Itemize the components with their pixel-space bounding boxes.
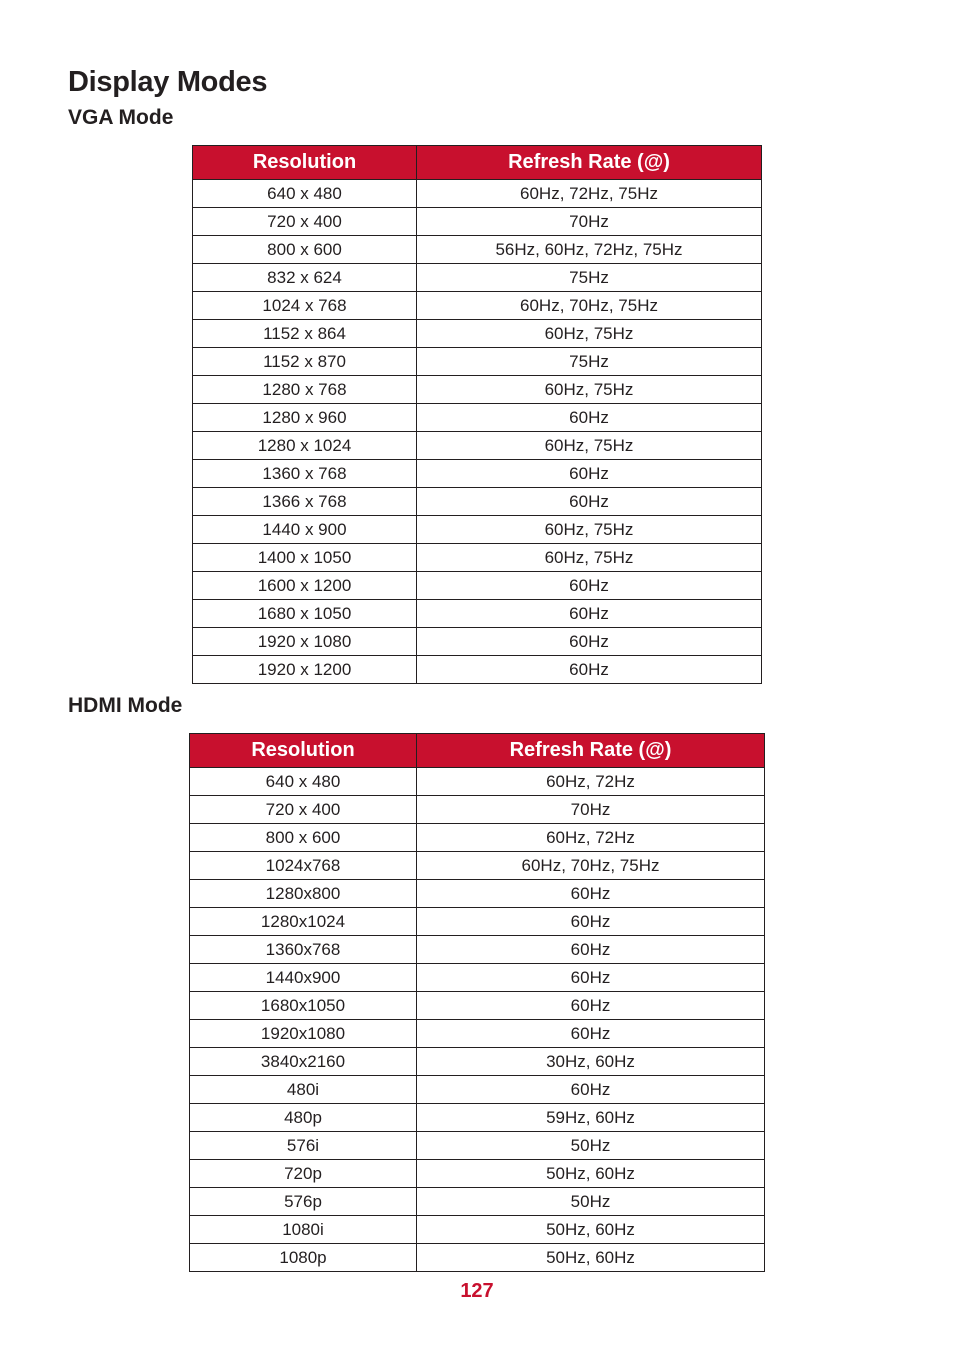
resolution-cell: 480p (190, 1104, 417, 1132)
table-row (193, 264, 762, 292)
refresh-rate-cell: 60Hz (417, 1076, 765, 1104)
table-row (193, 376, 762, 404)
resolution-cell: 1024 x 768 (193, 292, 417, 320)
resolution-cell: 1920 x 1200 (193, 656, 417, 684)
refresh-rate-cell: 60Hz (417, 572, 762, 600)
resolution-cell: 576p (190, 1188, 417, 1216)
resolution-cell: 1360x768 (190, 936, 417, 964)
table-row (193, 208, 762, 236)
table-row (193, 180, 762, 208)
refresh-rate-cell: 75Hz (417, 264, 762, 292)
refresh-rate-cell: 60Hz, 72Hz, 75Hz (417, 180, 762, 208)
resolution-cell: 1680x1050 (190, 992, 417, 1020)
refresh-rate-cell: 60Hz (417, 880, 765, 908)
resolution-cell: 1080p (190, 1244, 417, 1272)
table-header-row (190, 734, 765, 768)
resolution-cell: 1920 x 1080 (193, 628, 417, 656)
refresh-rate-cell: 60Hz, 75Hz (417, 320, 762, 348)
refresh-rate-cell: 60Hz (417, 656, 762, 684)
refresh-rate-cell: 56Hz, 60Hz, 72Hz, 75Hz (417, 236, 762, 264)
resolution-cell: 640 x 480 (190, 768, 417, 796)
refresh-rate-cell: 50Hz (417, 1188, 765, 1216)
table-row (193, 600, 762, 628)
refresh-rate-cell: 60Hz, 72Hz (417, 824, 765, 852)
table-row (190, 824, 765, 852)
table-row (190, 768, 765, 796)
table-row (190, 880, 765, 908)
vga-section-title: VGA Mode (68, 106, 174, 129)
header-refresh-rate: Refresh Rate (@) (417, 146, 762, 180)
table-row (190, 852, 765, 880)
resolution-cell: 1024x768 (190, 852, 417, 880)
hdmi-table-body (190, 768, 765, 1272)
table-row (193, 656, 762, 684)
resolution-cell: 1280 x 768 (193, 376, 417, 404)
refresh-rate-cell: 60Hz (417, 404, 762, 432)
refresh-rate-cell: 50Hz, 60Hz (417, 1216, 765, 1244)
table-row (190, 964, 765, 992)
refresh-rate-cell: 50Hz (417, 1132, 765, 1160)
table-row (193, 432, 762, 460)
refresh-rate-cell: 59Hz, 60Hz (417, 1104, 765, 1132)
refresh-rate-cell: 60Hz, 75Hz (417, 376, 762, 404)
resolution-cell: 800 x 600 (190, 824, 417, 852)
table-row (190, 796, 765, 824)
vga-modes-table (192, 145, 762, 684)
resolution-cell: 3840x2160 (190, 1048, 417, 1076)
refresh-rate-cell: 60Hz (417, 1020, 765, 1048)
resolution-cell: 1400 x 1050 (193, 544, 417, 572)
resolution-cell: 640 x 480 (193, 180, 417, 208)
table-row (190, 1244, 765, 1272)
resolution-cell: 1600 x 1200 (193, 572, 417, 600)
table-row (193, 404, 762, 432)
refresh-rate-cell: 70Hz (417, 208, 762, 236)
refresh-rate-cell: 60Hz (417, 600, 762, 628)
resolution-cell: 1152 x 864 (193, 320, 417, 348)
hdmi-section-title: HDMI Mode (68, 694, 183, 717)
refresh-rate-cell: 60Hz, 75Hz (417, 516, 762, 544)
table-header-row (193, 146, 762, 180)
refresh-rate-cell: 60Hz (417, 936, 765, 964)
resolution-cell: 1280x1024 (190, 908, 417, 936)
resolution-cell: 1360 x 768 (193, 460, 417, 488)
table-row (190, 1020, 765, 1048)
table-row (190, 1132, 765, 1160)
resolution-cell: 800 x 600 (193, 236, 417, 264)
refresh-rate-cell: 30Hz, 60Hz (417, 1048, 765, 1076)
refresh-rate-cell: 60Hz, 75Hz (417, 544, 762, 572)
table-row (190, 1048, 765, 1076)
table-row (190, 1216, 765, 1244)
resolution-cell: 1280x800 (190, 880, 417, 908)
refresh-rate-cell: 60Hz, 75Hz (417, 432, 762, 460)
table-row (190, 1104, 765, 1132)
refresh-rate-cell: 60Hz (417, 908, 765, 936)
refresh-rate-cell: 60Hz (417, 992, 765, 1020)
resolution-cell: 1440 x 900 (193, 516, 417, 544)
table-row (190, 936, 765, 964)
resolution-cell: 832 x 624 (193, 264, 417, 292)
resolution-cell: 1366 x 768 (193, 488, 417, 516)
refresh-rate-cell: 75Hz (417, 348, 762, 376)
resolution-cell: 720 x 400 (190, 796, 417, 824)
refresh-rate-cell: 60Hz (417, 460, 762, 488)
resolution-cell: 1680 x 1050 (193, 600, 417, 628)
resolution-cell: 1152 x 870 (193, 348, 417, 376)
table-row (193, 572, 762, 600)
resolution-cell: 1440x900 (190, 964, 417, 992)
header-refresh-rate: Refresh Rate (@) (417, 734, 765, 768)
refresh-rate-cell: 50Hz, 60Hz (417, 1244, 765, 1272)
table-row (193, 320, 762, 348)
table-row (190, 992, 765, 1020)
vga-table-body (193, 180, 762, 684)
header-resolution: Resolution (190, 734, 417, 768)
table-row (193, 292, 762, 320)
table-row (190, 1076, 765, 1104)
header-resolution: Resolution (193, 146, 417, 180)
refresh-rate-cell: 70Hz (417, 796, 765, 824)
table-row (193, 348, 762, 376)
resolution-cell: 1280 x 960 (193, 404, 417, 432)
table-row (193, 236, 762, 264)
table-row (193, 544, 762, 572)
table-row (190, 1188, 765, 1216)
refresh-rate-cell: 60Hz, 70Hz, 75Hz (417, 292, 762, 320)
refresh-rate-cell: 50Hz, 60Hz (417, 1160, 765, 1188)
page-number: 127 (460, 1280, 494, 1302)
table-row (190, 908, 765, 936)
table-row (193, 460, 762, 488)
resolution-cell: 480i (190, 1076, 417, 1104)
refresh-rate-cell: 60Hz (417, 628, 762, 656)
refresh-rate-cell: 60Hz (417, 488, 762, 516)
page-title: Display Modes (68, 66, 268, 98)
refresh-rate-cell: 60Hz, 72Hz (417, 768, 765, 796)
resolution-cell: 720 x 400 (193, 208, 417, 236)
resolution-cell: 720p (190, 1160, 417, 1188)
refresh-rate-cell: 60Hz, 70Hz, 75Hz (417, 852, 765, 880)
table-row (190, 1160, 765, 1188)
table-row (193, 488, 762, 516)
hdmi-modes-table (189, 733, 765, 1272)
table-row (193, 516, 762, 544)
table-row (193, 628, 762, 656)
resolution-cell: 1280 x 1024 (193, 432, 417, 460)
resolution-cell: 1080i (190, 1216, 417, 1244)
refresh-rate-cell: 60Hz (417, 964, 765, 992)
resolution-cell: 1920x1080 (190, 1020, 417, 1048)
resolution-cell: 576i (190, 1132, 417, 1160)
